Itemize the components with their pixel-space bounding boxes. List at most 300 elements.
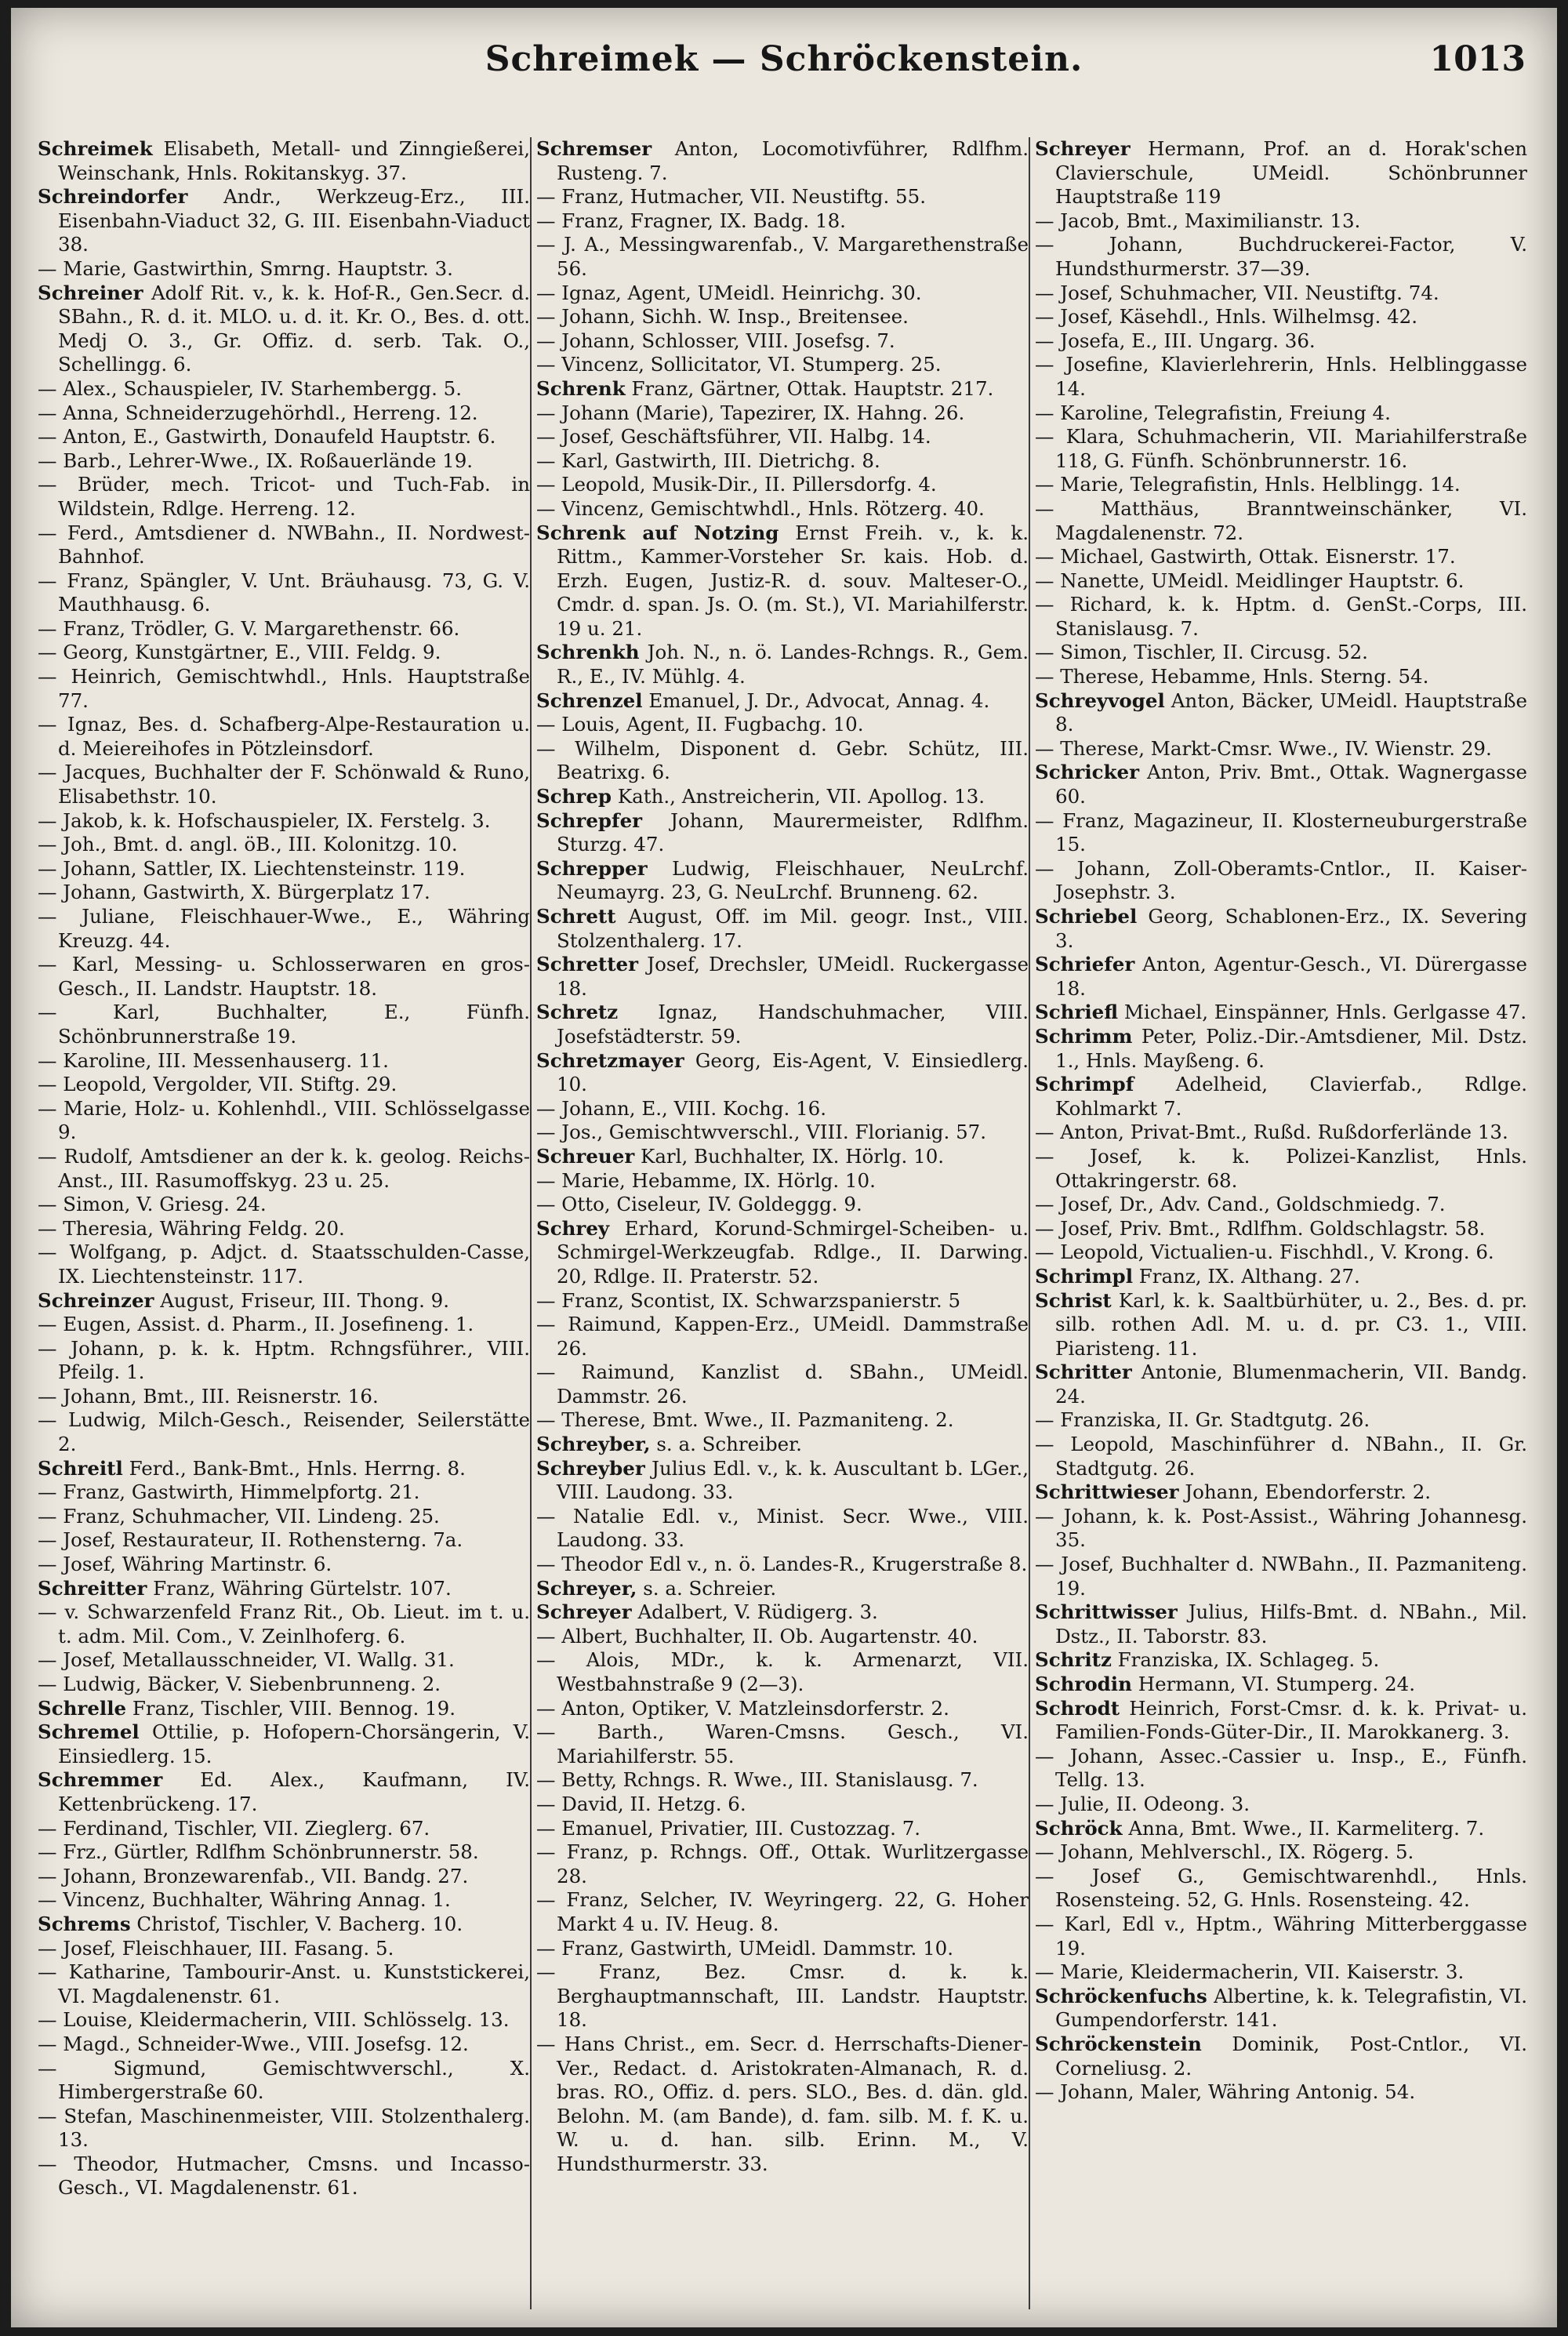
- directory-entry: [38, 1697, 530, 1721]
- directory-entry: [1035, 1025, 1527, 1073]
- entry-surname: Schritz: [1035, 1648, 1112, 1672]
- entry-details: — Leopold, Victualien-u. Fischhdl., V. Krong. 6.: [1035, 1241, 1494, 1264]
- entry-details: Joh. N., n. ö. Landes-Rchngs. R., Gem. R., E., IV. Mühlg. 4.: [557, 641, 1029, 688]
- entry-details: — Johann, Sichh. W. Insp., Breitensee.: [536, 305, 909, 329]
- running-head: Schreimek — Schröckenstein.: [485, 39, 1083, 79]
- directory-entry: [536, 1960, 1029, 2033]
- entry-details: Dominik, Post-Cntlor., VI. Corneliusg. 2.: [1055, 2032, 1527, 2080]
- entry-surname: Schreindorfer: [38, 185, 188, 209]
- directory-entry: [536, 1097, 1029, 1121]
- directory-entry: [38, 1840, 530, 1865]
- entry-details: — Theodor Edl v., n. ö. Landes-R., Krugerstraße 8.: [536, 1553, 1028, 1576]
- entry-details: Karl, k. k. Saaltbürhüter, u. 2., Bes. d. pr. silb. rothen Adl. M. u. d. pr. C3. 1., VIII. Piaristeng. 11.: [1055, 1288, 1527, 1360]
- entry-details: Adalbert, V. Rüdigerg. 3.: [631, 1600, 878, 1624]
- directory-entry: [536, 809, 1029, 857]
- directory-entry: [536, 713, 1029, 737]
- entry-details: — Marie, Holz- u. Kohlenhdl., VIII. Schlösselgasse 9.: [38, 1096, 530, 1144]
- entry-details: Hermann, Prof. an d. Horak'schen Clavierschule, UMeidl. Schönbrunner Hauptstraße 119: [1055, 137, 1527, 209]
- directory-entry: [1035, 1001, 1527, 1025]
- directory-entry: [38, 761, 530, 808]
- entry-details: Antonie, Blumenmacherin, VII. Bandg. 24.: [1055, 1361, 1527, 1408]
- directory-entry: [1035, 1697, 1527, 1745]
- entry-details: — Betty, Rchngs. R. Wwe., III. Stanislausg. 7.: [536, 1768, 978, 1792]
- entry-details: — v. Schwarzenfeld Franz Rit., Ob. Lieut. im t. u. t. adm. Mil. Com., V. Zeinlhoferg. 6.: [38, 1600, 530, 1648]
- entry-details: Kath., Anstreicherin, VII. Apollog. 13.: [612, 785, 985, 808]
- directory-entry: [38, 713, 530, 761]
- entry-details: — Alois, MDr., k. k. Armenarzt, VII. Westbahnstraße 9 (2—3).: [536, 1648, 1029, 1695]
- directory-entry: [38, 1768, 530, 1816]
- directory-entry: [38, 1865, 530, 1889]
- entry-details: — Josef, Käsehdl., Hnls. Wilhelmsg. 42.: [1035, 305, 1418, 329]
- entry-details: — Louise, Kleidermacherin, VIII. Schlösselg. 13.: [38, 2008, 510, 2032]
- directory-entry: [536, 905, 1029, 953]
- entry-details: — Ferdinand, Tischler, VII. Zieglerg. 67.: [38, 1816, 430, 1840]
- directory-entry: [1035, 1985, 1527, 2033]
- entry-surname: Schricker: [1035, 761, 1140, 784]
- entry-details: — Klara, Schuhmacherin, VII. Mariahilferstraße 118, G. Fünfh. Schönbrunnerstr. 16.: [1035, 425, 1527, 472]
- directory-entry: [1035, 1840, 1527, 1865]
- entry-details: — Josefa, E., III. Ungarg. 36.: [1035, 329, 1316, 352]
- directory-entry: [1035, 1193, 1527, 1217]
- entry-surname: Schrenk auf Notzing: [536, 521, 779, 544]
- directory-entry: [1035, 1673, 1527, 1697]
- entry-details: — Franz, Scontist, IX. Schwarzspanierstr. 5: [536, 1288, 961, 1312]
- entry-surname: Schrep: [536, 785, 612, 808]
- directory-entry: [536, 641, 1029, 688]
- directory-entry: [536, 1049, 1029, 1097]
- directory-entry: [38, 1457, 530, 1481]
- directory-entry: [1035, 1600, 1527, 1648]
- directory-entry: [38, 449, 530, 474]
- entry-details: Erhard, Korund-Schmirgel-Scheiben- u. Schmirgel-Werkzeugfab. Rdlge., II. Darwing. 20, Rdlge. II. Praterstr. 52.: [557, 1216, 1029, 1288]
- entry-details: — Heinrich, Gemischtwhdl., Hnls. Hauptstraße 77.: [38, 665, 530, 712]
- entry-surname: Schrittwieser: [1035, 1480, 1179, 1504]
- entry-details: — Franz, p. Rchngs. Off., Ottak. Wurlitzergasse 28.: [536, 1840, 1029, 1887]
- entry-details: — Marie, Kleidermacherin, VII. Kaiserstr. 3.: [1035, 1960, 1465, 1984]
- directory-entry: [536, 1001, 1029, 1048]
- entry-details: — Josef, Dr., Adv. Cand., Goldschmiedg. 7.: [1035, 1193, 1446, 1216]
- entry-surname: Schrodt: [1035, 1696, 1120, 1720]
- directory-entry: [1035, 569, 1527, 594]
- directory-entry: [1035, 545, 1527, 569]
- directory-entry: [38, 1073, 530, 1097]
- entry-details: — Marie, Hebamme, IX. Hörlg. 10.: [536, 1168, 876, 1192]
- directory-entry: [536, 1217, 1029, 1289]
- entry-details: — Wolfgang, p. Adjct. d. Staatsschulden-Casse, IX. Liechtensteinstr. 117.: [38, 1241, 530, 1288]
- entry-details: Anna, Bmt. Wwe., II. Karmeliterg. 7.: [1122, 1816, 1485, 1840]
- entry-details: — Franz, Schuhmacher, VII. Lindeng. 25.: [38, 1504, 440, 1528]
- directory-entry: [1035, 905, 1527, 953]
- entry-details: — Franz, Gastwirth, UMeidl. Dammstr. 10.: [536, 1936, 954, 1960]
- directory-entry: [536, 353, 1029, 377]
- directory-entry: [1035, 1745, 1527, 1793]
- entry-surname: Schreinzer: [38, 1288, 154, 1312]
- directory-page: [11, 8, 1557, 2327]
- directory-entry: [1035, 353, 1527, 401]
- entry-details: — Georg, Kunstgärtner, E., VIII. Feldg. 9.: [38, 641, 441, 664]
- entry-details: Ignaz, Handschuhmacher, VIII. Josefstädterstr. 59.: [557, 1001, 1029, 1048]
- entry-details: — Josef G., Gemischtwarenhdl., Hnls. Rosensteing. 52, G. Hnls. Rosensteing. 42.: [1035, 1864, 1527, 1912]
- entry-details: — Wilhelm, Disponent d. Gebr. Schütz, III. Beatrixg. 6.: [536, 736, 1029, 784]
- entry-details: — Johann, E., VIII. Kochg. 16.: [536, 1096, 827, 1120]
- directory-entry: [38, 1505, 530, 1529]
- entry-surname: Schrittwisser: [1035, 1600, 1178, 1624]
- directory-entry: [1035, 1648, 1527, 1673]
- entry-surname: Schretter: [536, 953, 639, 976]
- entry-details: Ferd., Bank-Bmt., Hnls. Herrng. 8.: [122, 1456, 466, 1480]
- directory-entry: [536, 1817, 1029, 1841]
- directory-entry: [38, 1337, 530, 1385]
- entry-details: — Theresia, Währing Feldg. 20.: [38, 1216, 345, 1240]
- directory-entry: [38, 2033, 530, 2057]
- entry-details: — Franz, Hutmacher, VII. Neustiftg. 55.: [536, 185, 927, 209]
- entry-details: — Louis, Agent, II. Fugbachg. 10.: [536, 713, 864, 736]
- directory-entry: [1035, 1865, 1527, 1913]
- entry-details: — Albert, Buchhalter, II. Ob. Augartenstr. 40.: [536, 1624, 978, 1648]
- directory-entry: [38, 1480, 530, 1505]
- entry-details: — Magd., Schneider-Wwe., VIII. Josefsg. 12.: [38, 2032, 469, 2055]
- entry-surname: Schröck: [1035, 1816, 1123, 1840]
- entry-details: — Ignaz, Bes. d. Schafberg-Alpe-Restauration u. d. Meiereihofes in Pötzleinsdorf.: [38, 713, 530, 760]
- entry-surname: Schrey: [536, 1216, 610, 1240]
- directory-entry: [536, 1840, 1029, 1888]
- entry-details: Ludwig, Fleischhauer, NeuLrchf. Neumayrg. 23, G. NeuLrchf. Brunneng. 62.: [557, 856, 1029, 904]
- directory-entry: [38, 617, 530, 641]
- entry-details: Heinrich, Forst-Cmsr. d. k. k. Privat- u. Familien-Fonds-Güter-Dir., II. Marokkanerg. 3.: [1055, 1696, 1527, 1744]
- entry-details: Anton, Priv. Bmt., Ottak. Wagnergasse 60.: [1055, 761, 1527, 808]
- entry-surname: Schretz: [536, 1001, 619, 1024]
- entry-details: Peter, Poliz.-Dir.-Amtsdiener, Mil. Dstz. 1., Hnls. Mayßeng. 6.: [1055, 1024, 1527, 1072]
- directory-entry: [536, 1457, 1029, 1505]
- entry-details: — Franz, Spängler, V. Unt. Bräuhausg. 73, G. V. Mauthhausg. 6.: [38, 569, 530, 616]
- directory-entry: [536, 737, 1029, 785]
- directory-entry: [1035, 809, 1527, 857]
- directory-entry: [536, 1577, 1029, 1601]
- entry-details: Julius Edl. v., k. k. Auscultant b. LGer., VIII. Laudong. 33.: [557, 1456, 1029, 1504]
- directory-entry: [536, 2033, 1029, 2177]
- directory-entry: [1035, 737, 1527, 761]
- directory-entry: [1035, 2033, 1527, 2080]
- directory-entry: [38, 665, 530, 713]
- directory-entry: [1035, 1913, 1527, 1960]
- entry-surname: Schrelle: [38, 1696, 127, 1720]
- entry-details: — Leopold, Musik-Dir., II. Pillersdorfg. 4.: [536, 473, 937, 496]
- directory-entry: [536, 233, 1029, 281]
- directory-entry: [38, 257, 530, 282]
- directory-entry: [1035, 1073, 1527, 1121]
- entry-surname: Schriefer: [1035, 953, 1135, 976]
- directory-entry: [38, 1648, 530, 1673]
- directory-entry: [38, 1289, 530, 1313]
- directory-entry: [38, 521, 530, 569]
- directory-entry: [38, 881, 530, 905]
- entry-details: — Franz, Gastwirth, Himmelpfortg. 21.: [38, 1480, 420, 1504]
- directory-entry: [536, 449, 1029, 474]
- directory-entry: [536, 377, 1029, 401]
- directory-entry: [536, 1145, 1029, 1169]
- entry-details: Georg, Schablonen-Erz., IX. Severing 3.: [1055, 905, 1527, 952]
- entry-surname: Schrepfer: [536, 808, 643, 832]
- directory-entry: [536, 1361, 1029, 1408]
- entry-details: — Anton, Privat-Bmt., Rußd. Rußdorferlände 13.: [1035, 1121, 1508, 1144]
- entry-details: — Josef, Währing Martinstr. 6.: [38, 1553, 332, 1576]
- entry-details: — Johann, p. k. k. Hptm. Rchngsführer., VIII. Pfeilg. 1.: [38, 1336, 530, 1384]
- entry-details: — Emanuel, Privatier, III. Custozzag. 7.: [536, 1816, 921, 1840]
- entry-surname: Schreyer: [1035, 137, 1131, 160]
- entry-details: — Marie, Gastwirthin, Smrng. Hauptstr. 3.: [38, 256, 453, 280]
- entry-surname: Schreuer: [536, 1144, 635, 1168]
- directory-entry: [536, 1553, 1029, 1577]
- entry-details: — Theodor, Hutmacher, Cmsns. und Incasso-Gesch., VI. Magdalenenstr. 61.: [38, 2152, 530, 2200]
- entry-surname: Schreyber,: [536, 1433, 651, 1456]
- directory-entry: [536, 425, 1029, 449]
- entry-details: — Michael, Gastwirth, Ottak. Eisnerstr. 17.: [1035, 545, 1456, 569]
- entry-details: — Franziska, II. Gr. Stadtgutg. 26.: [1035, 1408, 1370, 1432]
- entry-details: — Katharine, Tambourir-Anst. u. Kunststickerei, VI. Magdalenenstr. 61.: [38, 1960, 530, 2007]
- column-3: [1035, 137, 1527, 2309]
- directory-entry: [38, 1217, 530, 1241]
- entry-details: Franz, Tischler, VIII. Bennog. 19.: [126, 1696, 456, 1720]
- entry-details: — Franz, Bez. Cmsr. d. k. k. Berghauptmannschaft, III. Landstr. Hauptstr. 18.: [536, 1960, 1029, 2032]
- directory-entry: [38, 1241, 530, 1288]
- entry-surname: Schrimpf: [1035, 1073, 1134, 1096]
- directory-entry: [1035, 209, 1527, 234]
- column-2: [536, 137, 1029, 2309]
- directory-entry: [38, 1577, 530, 1601]
- directory-entry: [38, 2105, 530, 2153]
- directory-entry: [38, 1913, 530, 1937]
- directory-entry: [1035, 233, 1527, 281]
- directory-entry: [38, 1817, 530, 1841]
- directory-entry: [536, 521, 1029, 641]
- directory-entry: [536, 1121, 1029, 1145]
- directory-entry: [536, 953, 1029, 1001]
- directory-entry: [38, 953, 530, 1001]
- entry-details: — Leopold, Maschinführer d. NBahn., II. Gr. Stadtgutg. 26.: [1035, 1433, 1527, 1480]
- directory-entry: [38, 641, 530, 665]
- entry-details: — Simon, Tischler, II. Circusg. 52.: [1035, 641, 1368, 664]
- directory-entry: [536, 185, 1029, 209]
- entry-details: — Johann, k. k. Post-Assist., Währing Johannesg. 35.: [1035, 1504, 1527, 1552]
- directory-entry: [1035, 665, 1527, 689]
- entry-details: — Josef, Schuhmacher, VII. Neustiftg. 74.: [1035, 281, 1439, 304]
- directory-entry: [38, 833, 530, 857]
- entry-details: — Johann, Bronzewarenfab., VII. Bandg. 27.: [38, 1864, 469, 1887]
- directory-entry: [1035, 593, 1527, 641]
- directory-entry: [38, 1960, 530, 2008]
- entry-details: Anton, Locomotivführer, Rdlfhm. Rusteng. 7.: [557, 137, 1029, 184]
- entry-surname: Schreyer,: [536, 1576, 637, 1600]
- entry-details: — Otto, Ciseleur, IV. Goldeggg. 9.: [536, 1193, 862, 1216]
- entry-details: — Nanette, UMeidl. Meidlinger Hauptstr. 6.: [1035, 569, 1465, 592]
- entry-details: — Barb., Lehrer-Wwe., IX. Roßauerlände 19.: [38, 449, 474, 472]
- entry-details: Ernst Freih. v., k. k. Rittm., Kammer-Vorsteher Sr. kais. Hob. d. Erzh. Eugen, Justiz-R. d. souv. Malteser-O., Cmdr. d. span. Js. O. (m. St.), VI. Mariahilferstr. 19 u. 21.: [557, 521, 1029, 640]
- directory-entry: [1035, 1289, 1527, 1361]
- entry-details: — Vincenz, Gemischtwhdl., Hnls. Rötzerg. 40.: [536, 496, 985, 520]
- entry-surname: Schrist: [1035, 1288, 1112, 1312]
- directory-entry: [536, 1625, 1029, 1649]
- entry-details: — Therese, Markt-Cmsr. Wwe., IV. Wienstr. 29.: [1035, 736, 1492, 760]
- directory-entry: [1035, 1121, 1527, 1145]
- entry-details: — Frz., Gürtler, Rdlfhm Schönbrunnerstr. 58.: [38, 1840, 479, 1864]
- entry-details: Elisabeth, Metall- und Zinngießerei, Weinschank, Hnls. Rokitanskyg. 37.: [58, 137, 530, 184]
- directory-entry: [536, 1793, 1029, 1817]
- directory-entry: [1035, 282, 1527, 306]
- entry-surname: Schröckenfuchs: [1035, 1984, 1207, 2007]
- entry-details: Josef, Drechsler, UMeidl. Ruckergasse 18.: [557, 953, 1029, 1000]
- entry-surname: Schrenk: [536, 376, 626, 400]
- directory-entry: [38, 137, 530, 185]
- entry-details: — Jacob, Bmt., Maximilianstr. 13.: [1035, 209, 1361, 232]
- entry-surname: Schreitter: [38, 1576, 147, 1600]
- directory-entry: [38, 809, 530, 834]
- entry-details: — Alex., Schauspieler, IV. Starhembergg. 5.: [38, 376, 463, 400]
- entry-surname: Schremser: [536, 137, 652, 160]
- entry-details: — Jacques, Buchhalter der F. Schönwald & Runo, Elisabethstr. 10.: [38, 761, 530, 808]
- entry-surname: Schröckenstein: [1035, 2032, 1202, 2055]
- entry-details: Michael, Einspänner, Hnls. Gerlgasse 47.: [1118, 1001, 1527, 1024]
- entry-details: — Richard, k. k. Hptm. d. GenSt.-Corps, III. Stanislausg. 7.: [1035, 593, 1527, 640]
- entry-details: — Johann, Schlosser, VIII. Josefsg. 7.: [536, 329, 895, 352]
- entry-surname: Schriefl: [1035, 1001, 1119, 1024]
- entry-details: — Josef, Buchhalter d. NWBahn., II. Pazmaniteng. 19.: [1035, 1553, 1527, 1600]
- entry-details: — Brüder, mech. Tricot- und Tuch-Fab. in Wildstein, Rdlge. Herreng. 12.: [38, 473, 530, 520]
- entry-details: — Karl, Gastwirth, III. Dietrichg. 8.: [536, 449, 880, 472]
- entry-details: Johann, Maurermeister, Rdlfhm. Sturzg. 47.: [557, 808, 1029, 856]
- entry-details: — Raimund, Kanzlist d. SBahn., UMeidl. Dammstr. 26.: [536, 1361, 1029, 1408]
- entry-details: — Josef, Priv. Bmt., Rdlfhm. Goldschlagstr. 58.: [1035, 1216, 1486, 1240]
- entry-details: Karl, Buchhalter, IX. Hörlg. 10.: [634, 1144, 945, 1168]
- directory-entry: [536, 1697, 1029, 1721]
- entry-details: August, Friseur, III. Thong. 9.: [154, 1288, 450, 1312]
- entry-details: Adelheid, Clavierfab., Rdlge. Kohlmarkt 7.: [1055, 1073, 1527, 1120]
- entry-details: — Simon, V. Griesg. 24.: [38, 1193, 267, 1216]
- entry-details: Franz, IX. Althang. 27.: [1133, 1264, 1360, 1288]
- entry-details: August, Off. im Mil. geogr. Inst., VIII. Stolzenthalerg. 17.: [557, 905, 1029, 952]
- directory-entry: [38, 377, 530, 401]
- entry-surname: Schremmer: [38, 1768, 163, 1792]
- directory-entry: [536, 497, 1029, 521]
- entry-details: — Karl, Messing- u. Schlosserwaren en gros-Gesch., II. Landstr. Hauptstr. 18.: [38, 953, 530, 1000]
- directory-entry: [1035, 1361, 1527, 1408]
- directory-entry: [1035, 1265, 1527, 1289]
- entry-details: — Therese, Hebamme, Hnls. Sterng. 54.: [1035, 665, 1429, 688]
- entry-details: Albertine, k. k. Telegrafistin, VI. Gumpendorferstr. 141.: [1055, 1984, 1527, 2032]
- entry-surname: Schrenzel: [536, 688, 643, 712]
- directory-entry: [38, 905, 530, 953]
- directory-entry: [536, 1505, 1029, 1553]
- directory-entry: [1035, 953, 1527, 1001]
- entry-details: — Marie, Telegrafistin, Hnls. Helblingg. 14.: [1035, 473, 1461, 496]
- entry-surname: Schrodin: [1035, 1673, 1132, 1695]
- directory-entry: [1035, 425, 1527, 473]
- entry-details: Anton, Agentur-Gesch., VI. Dürergasse 18.: [1055, 953, 1527, 1000]
- directory-entry: [1035, 497, 1527, 545]
- directory-entry: [38, 1049, 530, 1074]
- entry-details: — Franz, Fragner, IX. Badg. 18.: [536, 209, 846, 232]
- directory-entry: [1035, 1217, 1527, 1241]
- directory-entry: [1035, 137, 1527, 209]
- entry-details: — Karoline, III. Messenhauserg. 11.: [38, 1048, 389, 1072]
- entry-details: — Karoline, Telegrafistin, Freiung 4.: [1035, 401, 1391, 424]
- page-number: 1013: [1429, 39, 1526, 79]
- entry-details: — Anton, E., Gastwirth, Donaufeld Hauptstr. 6.: [38, 425, 496, 449]
- directory-entry: [536, 1313, 1029, 1361]
- directory-entry: [38, 1888, 530, 1913]
- directory-entry: [38, 1600, 530, 1648]
- entry-details: s. a. Schreier.: [637, 1576, 777, 1600]
- directory-entry: [1035, 641, 1527, 665]
- directory-entry: [38, 1385, 530, 1409]
- entry-details: — Stefan, Maschinenmeister, VIII. Stolzenthalerg. 13.: [38, 2104, 530, 2152]
- entry-details: Ed. Alex., Kaufmann, IV. Kettenbrückeng. 17.: [58, 1768, 530, 1815]
- entry-details: Franz, Währing Gürtelstr. 107.: [147, 1576, 452, 1600]
- directory-entry: [38, 1193, 530, 1217]
- directory-entry: [536, 689, 1029, 714]
- entry-details: Andr., Werkzeug-Erz., III. Eisenbahn-Viaduct 32, G. III. Eisenbahn-Viaduct 38.: [58, 185, 530, 256]
- entry-details: — Jakob, k. k. Hofschauspieler, IX. Ferstelg. 3.: [38, 808, 491, 832]
- entry-surname: Schreyvogel: [1035, 688, 1165, 712]
- column-divider: [530, 137, 532, 2309]
- directory-entry: [1035, 1960, 1527, 1985]
- directory-entry: [536, 1648, 1029, 1696]
- directory-entry: [536, 209, 1029, 234]
- entry-details: — Johann, Bmt., III. Reisnerstr. 16.: [38, 1384, 379, 1408]
- entry-details: Anton, Bäcker, UMeidl. Hauptstraße 8.: [1055, 688, 1527, 736]
- entry-surname: Schritter: [1035, 1361, 1132, 1384]
- directory-entry: [536, 401, 1029, 426]
- entry-details: — Rudolf, Amtsdiener an der k. k. geolog. Reichs-Anst., III. Rasumoffskyg. 23 u. 25.: [38, 1144, 530, 1192]
- entry-details: — Johann, Maler, Währing Antonig. 54.: [1035, 2080, 1416, 2104]
- entry-details: s. a. Schreiber.: [650, 1433, 802, 1456]
- entry-details: Hermann, VI. Stumperg. 24.: [1131, 1673, 1415, 1695]
- entry-details: — Joh., Bmt. d. angl. öB., III. Kolonitzg. 10.: [38, 833, 458, 856]
- directory-entry: [1035, 1408, 1527, 1433]
- directory-entry: [1035, 1145, 1527, 1193]
- directory-entry: [1035, 2080, 1527, 2105]
- directory-entry: [1035, 761, 1527, 808]
- directory-entry: [1035, 473, 1527, 497]
- directory-entry: [536, 1720, 1029, 1768]
- entry-details: — Matthäus, Branntweinschänker, VI. Magdalenenstr. 72.: [1035, 496, 1527, 544]
- entry-details: Franziska, IX. Schlageg. 5.: [1111, 1648, 1380, 1672]
- entry-details: — J. A., Messingwarenfab., V. Margarethenstraße 56.: [536, 233, 1029, 280]
- directory-entry: [536, 305, 1029, 329]
- entry-details: — Eugen, Assist. d. Pharm., II. Josefineng. 1.: [38, 1313, 474, 1336]
- directory-entry: [38, 282, 530, 377]
- entry-details: — Johann, Buchdruckerei-Factor, V. Hundsthurmerstr. 37—39.: [1035, 233, 1527, 280]
- directory-entry: [1035, 1553, 1527, 1600]
- entry-details: — Ludwig, Bäcker, V. Siebenbrunneng. 2.: [38, 1673, 441, 1695]
- directory-entry: [1035, 329, 1527, 354]
- directory-entry: [536, 1888, 1029, 1936]
- directory-entry: [536, 137, 1029, 185]
- entry-details: — Raimund, Kappen-Erz., UMeidl. Dammstraße 26.: [536, 1313, 1029, 1360]
- directory-entry: [38, 1528, 530, 1553]
- directory-entry: [38, 1553, 530, 1577]
- entry-details: — Johann, Gastwirth, X. Bürgerplatz 17.: [38, 881, 430, 904]
- entry-details: — Johann, Mehlverschl., IX. Rögerg. 5.: [1035, 1840, 1414, 1864]
- entry-details: — Johann (Marie), Tapezirer, IX. Hahng. 26.: [536, 401, 965, 424]
- directory-entry: [38, 1937, 530, 1961]
- directory-entry: [536, 785, 1029, 809]
- entry-details: — Josef, Geschäftsführer, VII. Halbg. 14.: [536, 425, 931, 449]
- directory-entry: [536, 473, 1029, 497]
- directory-entry: [536, 1433, 1029, 1457]
- directory-entry: [1035, 1480, 1527, 1505]
- directory-entry: [536, 1193, 1029, 1217]
- entry-surname: Schreitl: [38, 1456, 123, 1480]
